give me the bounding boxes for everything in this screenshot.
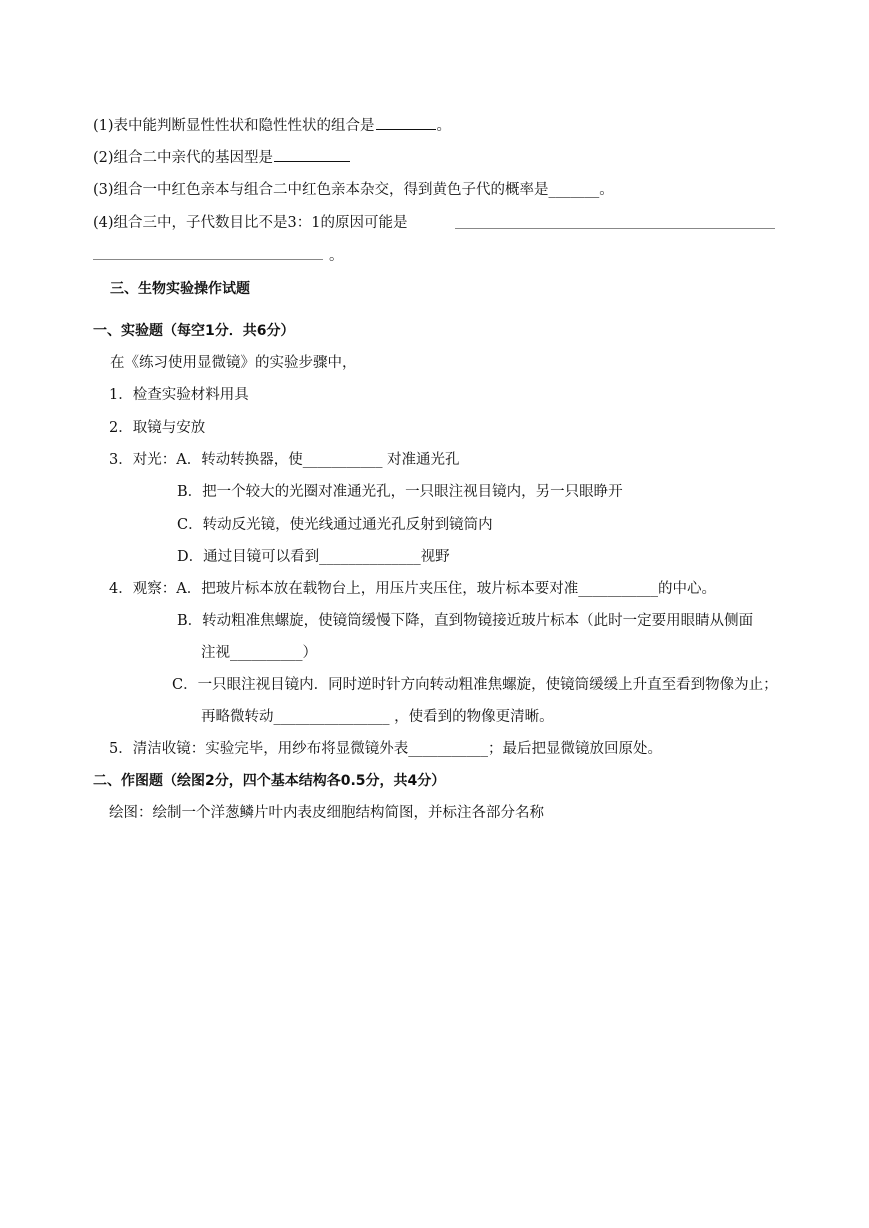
answer-blank[interactable]: __________ — [230, 645, 303, 661]
step-4b-line-2 — [201, 643, 317, 663]
step-5 — [109, 739, 662, 759]
step-4a-text-end: 的中心。 — [657, 581, 716, 597]
step-4a — [109, 579, 716, 599]
part-2-title: 二、作图题（绘图2分，四个基本结构各0.5分，共4分） — [93, 773, 446, 789]
step-3d-text: D．通过目镜可以看到 — [177, 549, 320, 565]
section-3-title: 三、生物实验操作试题 — [110, 281, 250, 297]
answer-blank[interactable]: ___________ — [408, 741, 488, 757]
answer-line[interactable] — [455, 228, 775, 229]
question-2-text: (2)组合二中亲代的基因型是 — [93, 150, 274, 166]
step-3a-text-end: 对准通光孔 — [382, 452, 460, 468]
step-3a-text: 3．对光：A．转动转换器，使 — [109, 452, 303, 468]
question-1-end: 。 — [436, 118, 452, 134]
question-2 — [93, 147, 351, 168]
question-4-end: 。 — [329, 248, 344, 264]
question-4 — [93, 213, 408, 233]
step-4c-text-end: ，使看到的物像更清晰。 — [389, 709, 554, 725]
answer-blank[interactable]: ___________ — [302, 452, 383, 468]
answer-blank[interactable]: ________________ — [273, 709, 390, 725]
step-5-text: 5．清洁收镜：实验完毕，用纱布将显微镜外表 — [109, 741, 409, 757]
step-4c-line-1: C．一只眼注视目镜内．同时逆时针方向转动粗准焦螺旋，使镜筒缓缓上升直至看到物像为止； — [172, 677, 778, 693]
answer-blank[interactable]: ___________ — [578, 581, 658, 597]
question-3: (3)组合一中红色亲本与组合二中红色亲本杂交，得到黄色子代的概率是_______。 — [93, 182, 614, 198]
answer-blank[interactable] — [376, 115, 436, 130]
step-5-text-end: ；最后把显微镜放回原处。 — [487, 741, 662, 757]
step-3c: C．转动反光镜，使光线通过通光孔反射到镜筒内 — [177, 517, 493, 533]
step-4c-line-2 — [201, 707, 554, 727]
answer-line[interactable] — [93, 259, 323, 260]
part-1-intro: 在《练习使用显微镜》的实验步骤中， — [110, 355, 357, 371]
step-2: 2．取镜与安放 — [109, 420, 206, 436]
step-4b-line-1: B．转动粗准焦螺旋，使镜筒缓慢下降，直到物镜接近玻片标本（此时一定要用眼睛从侧面 — [177, 613, 754, 629]
part-2-instruction: 绘图：绘制一个洋葱鳞片叶内表皮细胞结构简图，并标注各部分名称 — [109, 805, 544, 821]
question-1 — [93, 115, 451, 136]
step-4a-text: 4．观察：A．把玻片标本放在载物台上，用压片夹压住，玻片标本要对准 — [109, 581, 579, 597]
question-4-text: (4)组合三中，子代数目比不是3：1的原因可能是 — [93, 215, 408, 231]
answer-blank[interactable]: ______________ — [319, 549, 421, 565]
step-4b-text-end: ） — [302, 645, 317, 661]
step-3d — [177, 547, 450, 567]
step-4c-text: 再略微转动 — [201, 709, 274, 725]
step-4b-text: 注视 — [201, 645, 230, 661]
step-3b: B．把一个较大的光圈对准通光孔，一只眼注视目镜内，另一只眼睁开 — [177, 484, 623, 500]
part-1-title: 一、实验题（每空1分．共6分） — [93, 323, 295, 339]
step-3d-text-end: 视野 — [420, 549, 450, 565]
question-1-text: (1)表中能判断显性性状和隐性性状的组合是 — [93, 118, 375, 134]
step-1: 1．检查实验材料用具 — [109, 387, 249, 403]
step-3a — [109, 450, 460, 470]
answer-blank[interactable] — [274, 147, 350, 162]
